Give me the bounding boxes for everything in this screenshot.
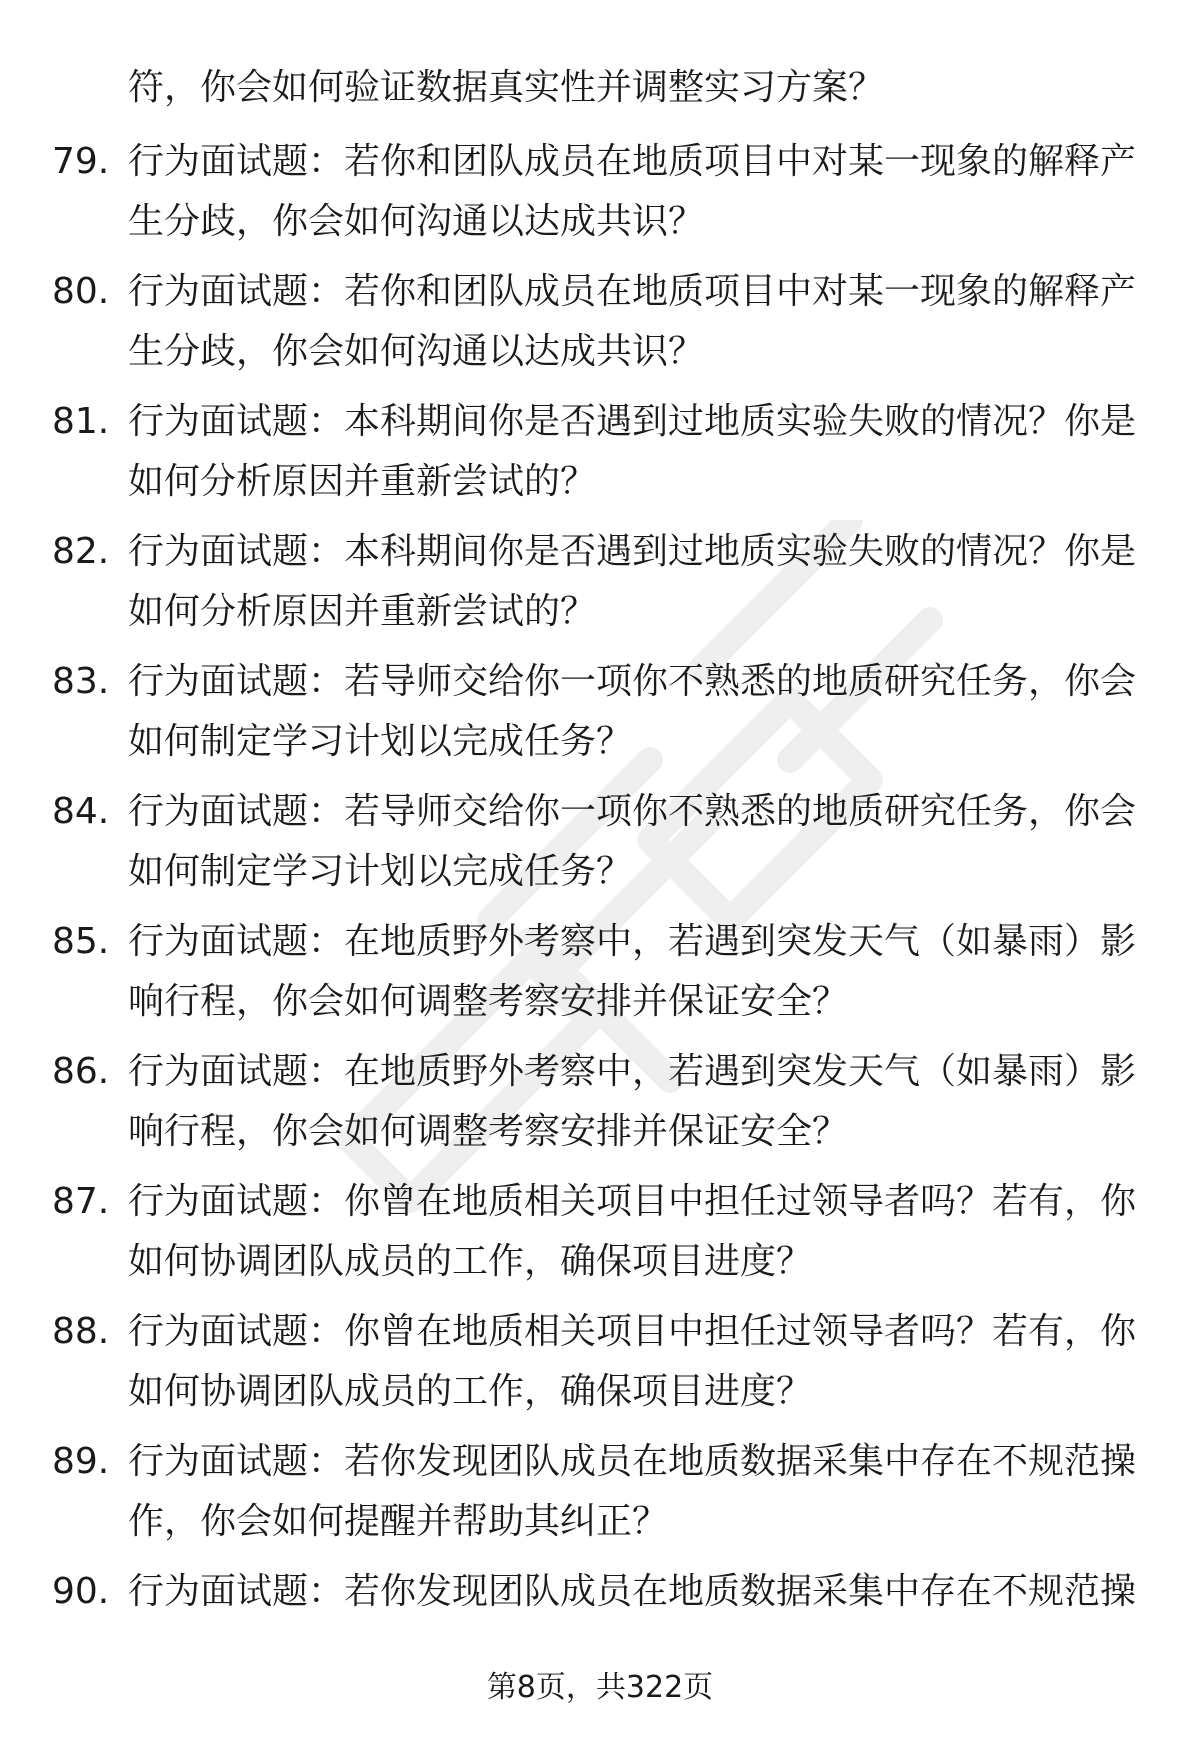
question-number: 83. <box>52 661 110 702</box>
question-item <box>0 388 1200 518</box>
question-text <box>128 1432 1138 1552</box>
question-line: 如何协调团队成员的工作，确保项目进度？ <box>128 1371 813 1412</box>
question-item <box>0 778 1200 908</box>
question-text <box>128 652 1138 772</box>
question-number: 87. <box>52 1181 110 1222</box>
question-line: 行为面试题：在地质野外考察中，若遇到突发天气（如暴雨）影 <box>128 921 1137 962</box>
question-text <box>128 522 1138 642</box>
page-footer: 第8页，共322页 <box>486 1670 714 1705</box>
question-line: 如何分析原因并重新尝试的？ <box>128 591 597 632</box>
question-item <box>0 1168 1200 1298</box>
question-item <box>0 908 1200 1038</box>
question-text <box>128 392 1138 512</box>
question-item <box>0 128 1200 258</box>
question-line: 响行程，你会如何调整考察安排并保证安全？ <box>128 1111 849 1152</box>
question-number: 86. <box>52 1051 110 1092</box>
question-item <box>0 1428 1200 1558</box>
question-line: 行为面试题：你曾在地质相关项目中担任过领导者吗？若有，你 <box>128 1311 1137 1352</box>
question-line: 行为面试题：若你发现团队成员在地质数据采集中存在不规范操 <box>128 1441 1137 1482</box>
question-number: 82. <box>52 531 110 572</box>
question-text <box>128 782 1138 902</box>
question-number: 80. <box>52 271 110 312</box>
question-line: 作，你会如何提醒并帮助其纠正？ <box>128 1501 669 1542</box>
question-line: 如何制定学习计划以完成任务？ <box>128 721 633 762</box>
question-line: 行为面试题：若你和团队成员在地质项目中对某一现象的解释产 <box>128 141 1137 182</box>
question-line: 行为面试题：若你发现团队成员在地质数据采集中存在不规范操 <box>128 1571 1137 1612</box>
question-text <box>128 1042 1138 1162</box>
question-number: 85. <box>52 921 110 962</box>
question-text <box>128 132 1138 252</box>
question-text <box>128 1562 1138 1622</box>
question-text <box>128 1302 1138 1422</box>
question-line: 生分歧，你会如何沟通以达成共识？ <box>128 201 705 242</box>
question-item <box>0 518 1200 648</box>
question-number: 81. <box>52 401 110 442</box>
question-text <box>128 262 1138 382</box>
question-line: 行为面试题：若导师交给你一项你不熟悉的地质研究任务，你会 <box>128 791 1137 832</box>
question-item <box>0 648 1200 778</box>
question-line: 如何协调团队成员的工作，确保项目进度？ <box>128 1241 813 1282</box>
question-item <box>0 1298 1200 1428</box>
question-list <box>0 128 1200 1688</box>
question-item <box>0 1038 1200 1168</box>
question-line: 行为面试题：在地质野外考察中，若遇到突发天气（如暴雨）影 <box>128 1051 1137 1092</box>
question-item <box>0 258 1200 388</box>
question-number: 84. <box>52 791 110 832</box>
question-line: 行为面试题：若你和团队成员在地质项目中对某一现象的解释产 <box>128 271 1137 312</box>
question-text <box>128 1172 1138 1292</box>
question-line: 行为面试题：若导师交给你一项你不熟悉的地质研究任务，你会 <box>128 661 1137 702</box>
question-text <box>128 912 1138 1032</box>
question-line: 响行程，你会如何调整考察安排并保证安全？ <box>128 981 849 1022</box>
question-line: 行为面试题：本科期间你是否遇到过地质实验失败的情况？你是 <box>128 401 1137 442</box>
question-line: 如何分析原因并重新尝试的？ <box>128 461 597 502</box>
question-number: 89. <box>52 1441 110 1482</box>
question-line: 行为面试题：本科期间你是否遇到过地质实验失败的情况？你是 <box>128 531 1137 572</box>
question-line: 行为面试题：你曾在地质相关项目中担任过领导者吗？若有，你 <box>128 1181 1137 1222</box>
question-line: 如何制定学习计划以完成任务？ <box>128 851 633 892</box>
question-number: 79. <box>52 141 110 182</box>
question-line: 生分歧，你会如何沟通以达成共识？ <box>128 331 705 372</box>
question-number: 88. <box>52 1311 110 1352</box>
continuation-text: 符，你会如何验证数据真实性并调整实习方案？ <box>128 67 885 108</box>
question-number: 90. <box>52 1571 110 1612</box>
